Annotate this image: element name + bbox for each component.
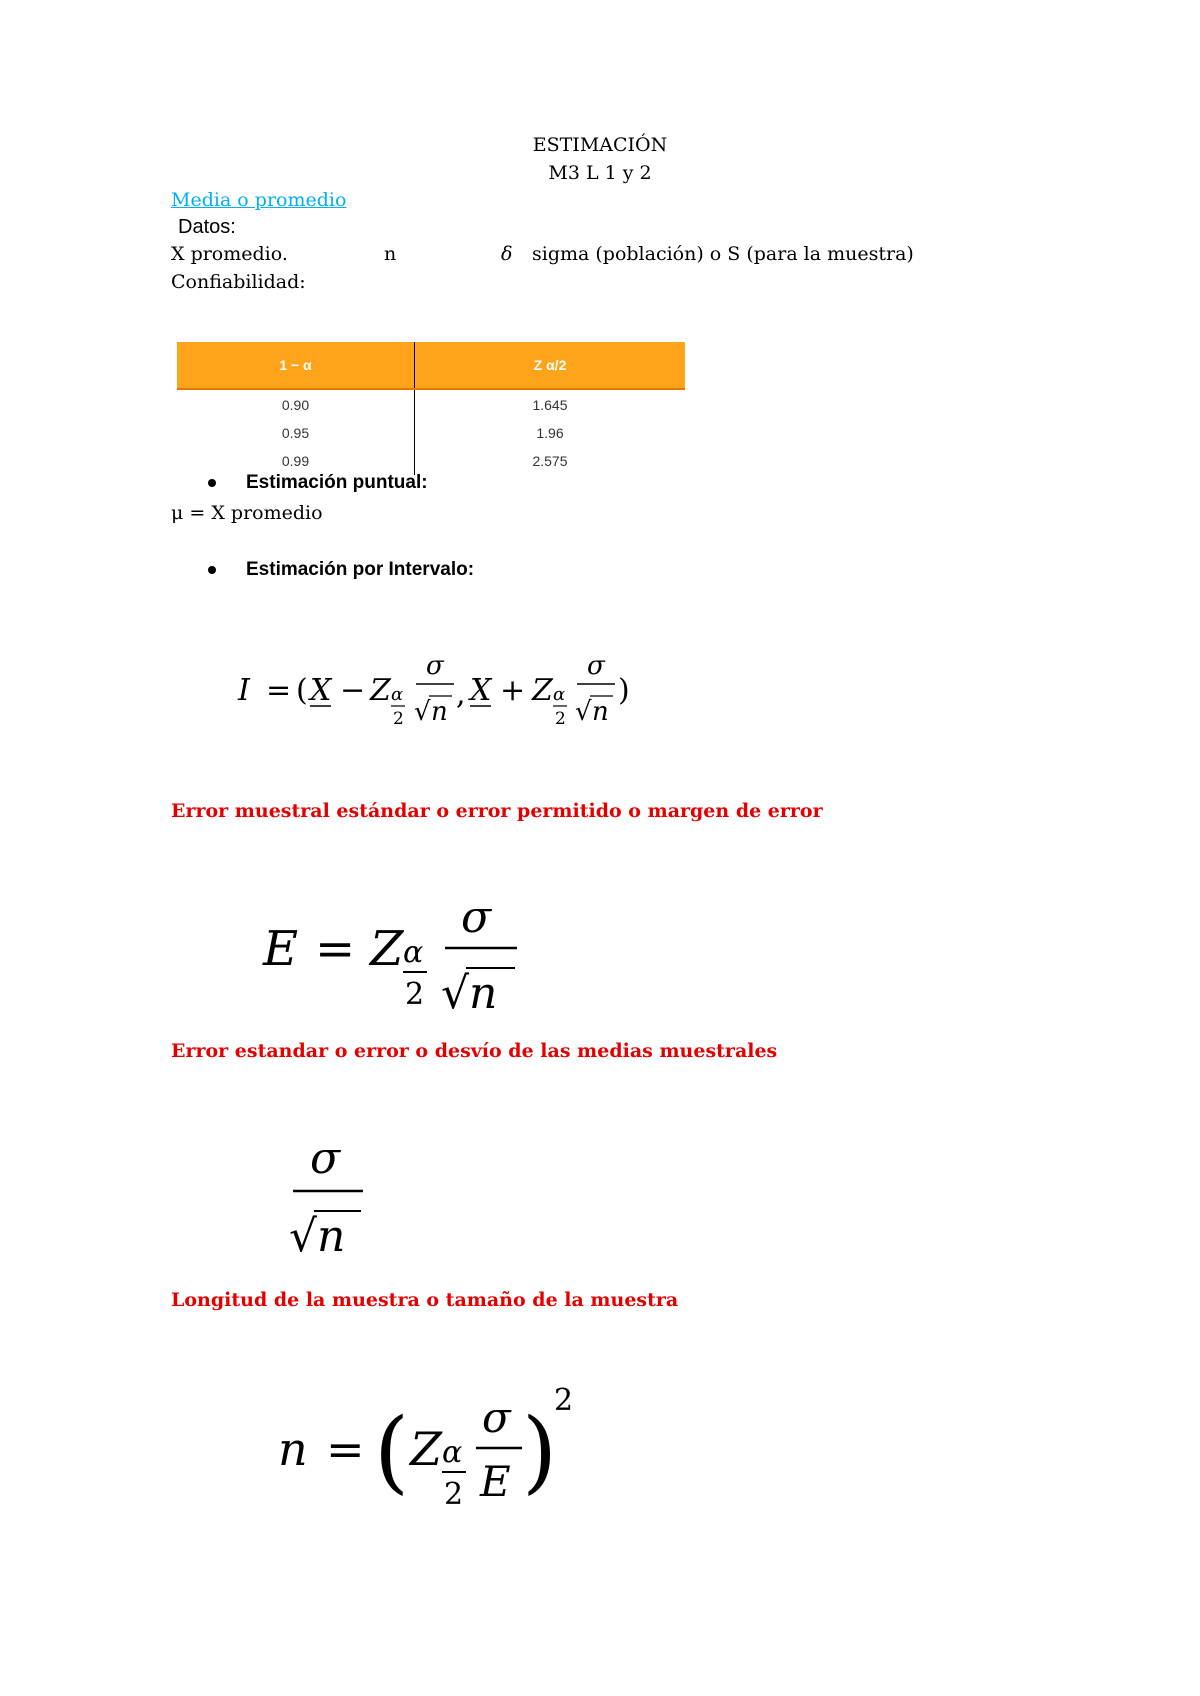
formula-sqrt1: √	[414, 697, 431, 727]
formula-exponent: 2	[554, 1383, 574, 1418]
formula-comma: ,	[456, 677, 466, 712]
table-header-confidence: 1 − α	[177, 342, 415, 389]
formula-eq: =	[326, 1422, 365, 1476]
formula-eq: =	[266, 673, 292, 708]
formula-two: 2	[444, 1477, 464, 1512]
formula-I: I	[238, 673, 250, 708]
page-title: ESTIMACIÓN	[532, 134, 668, 156]
delta-symbol: δ	[501, 243, 513, 265]
formula-alpha: α	[403, 935, 424, 970]
table-cell: 1.645	[532, 397, 568, 413]
formula-E: E	[480, 1457, 511, 1506]
formula-rparen: )	[522, 1399, 558, 1504]
error-formula	[255, 880, 555, 1030]
formula-plus: +	[500, 673, 526, 708]
table-row	[177, 389, 685, 419]
formula-sigma1: σ	[426, 651, 444, 681]
formula-lparen: (	[374, 1399, 410, 1504]
estimacion-puntual-label: Estimación puntual:	[246, 472, 428, 493]
estimacion-intervalo-label: Estimación por Intervalo:	[246, 559, 475, 580]
formula-x1: X	[310, 673, 332, 708]
formula-alpha: α	[442, 1435, 463, 1470]
formula-two: 2	[405, 977, 425, 1012]
formula-minus: −	[340, 673, 366, 708]
formula-E: E	[263, 921, 299, 977]
std-error-formula	[285, 1125, 395, 1265]
sample-size-formula	[270, 1370, 590, 1530]
formula-sigma2: σ	[587, 651, 605, 681]
table-cell: 0.99	[177, 447, 415, 475]
formula-z1: Z	[370, 673, 391, 708]
formula-rparen: )	[618, 673, 630, 708]
formula-Z: Z	[370, 921, 404, 977]
formula-Z: Z	[410, 1422, 442, 1476]
table-row	[177, 419, 685, 447]
confidence-table	[177, 342, 685, 475]
table-cell: 1.96	[536, 425, 564, 441]
table-row	[177, 447, 685, 475]
formula-n: n	[469, 968, 498, 1019]
bullet-estimacion-puntual	[208, 472, 428, 494]
page-subtitle: M3 L 1 y 2	[548, 162, 652, 184]
interval-formula	[230, 640, 670, 740]
formula-sqrt: √	[441, 968, 470, 1019]
formula-two2: 2	[555, 709, 566, 729]
formula-n2: n	[592, 697, 609, 727]
bullet-estimacion-intervalo	[208, 559, 474, 581]
formula-sqrt2: √	[575, 697, 592, 727]
formula-two1: 2	[393, 709, 404, 729]
formula-lparen: (	[296, 673, 308, 708]
heading-longitud: Longitud de la muestra o tamaño de la muestra	[171, 1289, 679, 1311]
formula-alpha1: α	[391, 684, 404, 705]
formula-eq: =	[315, 921, 356, 977]
n-text: n	[384, 243, 397, 265]
formula-x2: X	[470, 673, 492, 708]
table-cell: 2.575	[532, 453, 568, 469]
formula-sigma: σ	[310, 1133, 341, 1184]
table-cell: 0.95	[177, 419, 415, 447]
table-header-z: Z α/2	[415, 342, 686, 389]
bullet-icon	[208, 566, 216, 574]
formula-alpha2: α	[553, 684, 566, 705]
section-link-media[interactable]: Media o promedio	[171, 189, 347, 211]
x-promedio-text: X promedio.	[171, 243, 288, 265]
sigma-text: sigma (población) o S (para la muestra)	[532, 243, 914, 265]
formula-n: n	[278, 1422, 308, 1476]
estimacion-puntual-formula: μ = X promedio	[171, 502, 323, 524]
formula-n1: n	[431, 697, 448, 727]
table-cell: 0.90	[177, 389, 415, 419]
confiabilidad-text: Confiabilidad:	[171, 271, 306, 293]
formula-sigma: σ	[461, 892, 492, 943]
heading-error-muestral: Error muestral estándar o error permitido o margen de error	[171, 800, 823, 822]
bullet-icon	[208, 479, 216, 487]
formula-sqrt: √	[289, 1211, 318, 1262]
formula-n: n	[317, 1211, 346, 1262]
formula-sigma: σ	[482, 1393, 511, 1442]
formula-z2: Z	[532, 673, 553, 708]
datos-label: Datos:	[178, 216, 236, 238]
heading-error-estandar: Error estandar o error o desvío de las medias muestrales	[171, 1040, 778, 1062]
